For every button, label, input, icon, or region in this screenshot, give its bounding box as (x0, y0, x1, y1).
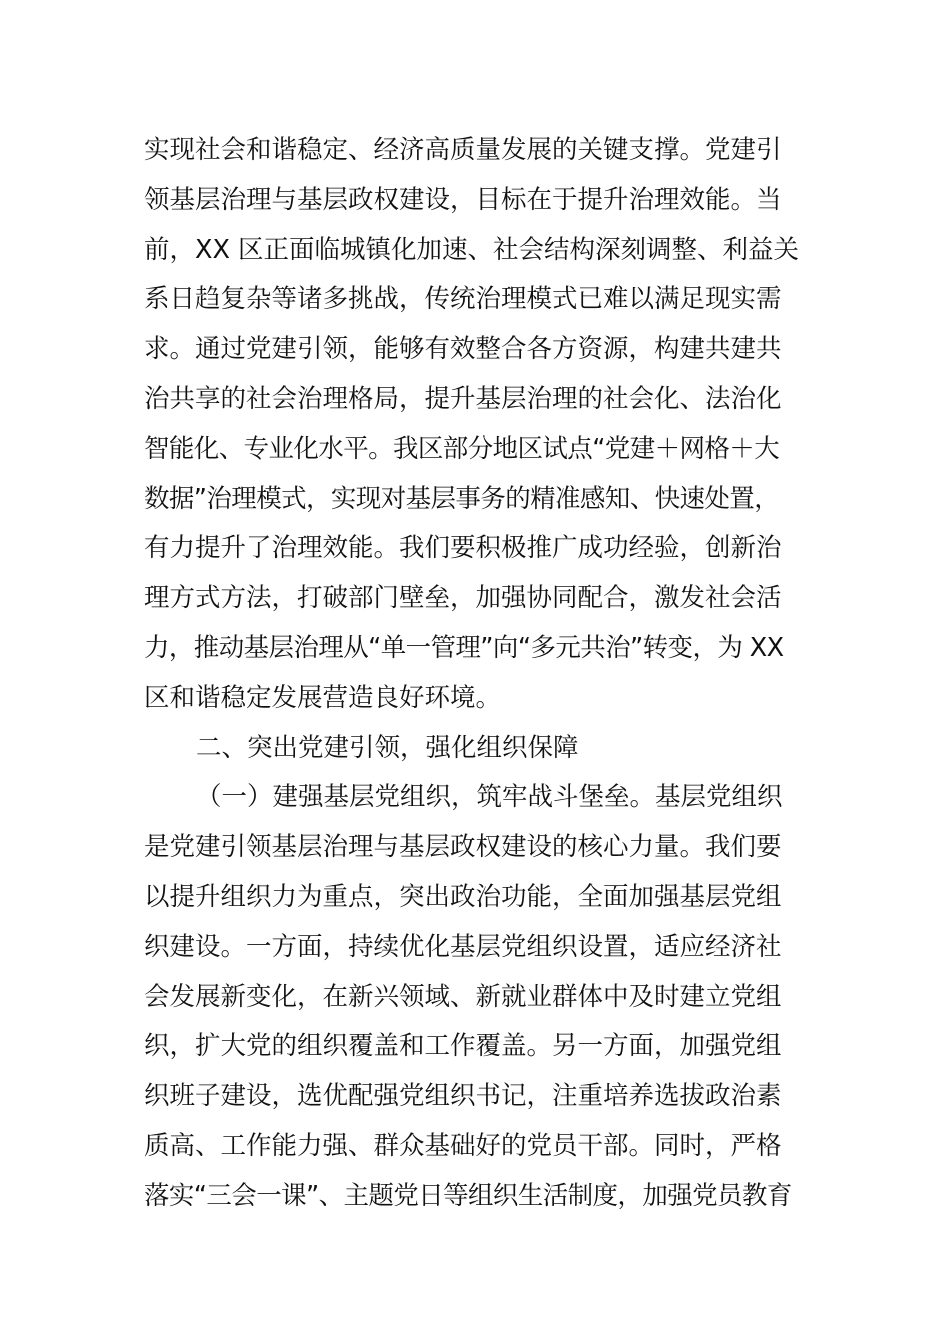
document-body (144, 126, 809, 1222)
body-line: 理方式方法，打破部门壁垒，加强协同配合，激发社会活 (144, 583, 782, 614)
body-line: 织建设。一方面，持续优化基层党组织设置，适应经济社 (144, 931, 782, 962)
body-line: 是党建引领基层治理与基层政权建设的核心力量。我们要 (144, 832, 782, 863)
body-line: 织，扩大党的组织覆盖和工作覆盖。另一方面，加强党组 (144, 1031, 782, 1062)
body-line: 智能化、专业化水平。我区部分地区试点“党建＋网格＋大 (144, 433, 780, 464)
body-line: 有力提升了治理效能。我们要积极推广成功经验，创新治 (144, 533, 782, 564)
body-line: 会发展新变化，在新兴领域、新就业群体中及时建立党组 (144, 981, 782, 1012)
body-line: 领基层治理与基层政权建设，目标在于提升治理效能。当 (144, 184, 782, 215)
body-line: 质高、工作能力强、群众基础好的党员干部。同时，严格 (144, 1130, 782, 1161)
body-line: 区和谐稳定发展营造良好环境。 (144, 682, 502, 713)
body-line: 以提升组织力为重点，突出政治功能，全面加强基层党组 (144, 881, 782, 912)
body-line: 系日趋复杂等诸多挑战，传统治理模式已难以满足现实需 (144, 284, 782, 315)
subsection-heading-line: （一）建强基层党组织，筑牢战斗堡垒。基层党组织 (196, 782, 783, 813)
body-line: 织班子建设，选优配强党组织书记，注重培养选拔政治素 (144, 1081, 782, 1112)
body-line: 实现社会和谐稳定、经济高质量发展的关键支撑。党建引 (144, 135, 782, 165)
body-line: 力，推动基层治理从“单一管理”向“多元共治”转变，为 XX (144, 632, 784, 663)
section-heading: 二、突出党建引领，强化组织保障 (196, 732, 579, 763)
body-line: 前，XX 区正面临城镇化加速、社会结构深刻调整、利益关 (144, 234, 800, 265)
body-line: 落实“三会一课”、主题党日等组织生活制度，加强党员教育 (144, 1180, 792, 1211)
body-line: 数据”治理模式，实现对基层事务的精准感知、快速处置， (144, 483, 780, 514)
body-line: 治共享的社会治理格局，提升基层治理的社会化、法治化 (144, 383, 782, 414)
body-line: 求。通过党建引领，能够有效整合各方资源，构建共建共 (144, 334, 782, 365)
